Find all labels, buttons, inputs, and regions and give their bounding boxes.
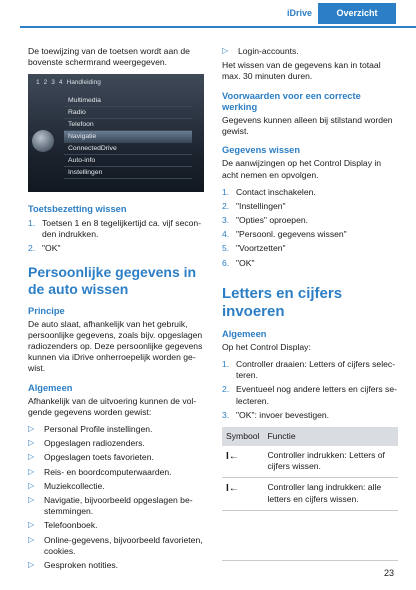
voorwaarden-text: Gegevens kunnen alleen bij stilstand worden gewist. <box>222 114 393 136</box>
letters-heading: Letters en cijfers invoeren <box>222 284 343 320</box>
step-item: 3. "Opties" oproepen. <box>222 215 309 226</box>
algemeen2-heading: Algemeen <box>222 328 267 339</box>
menu-item: Auto-info <box>64 155 192 167</box>
algemeen-list <box>28 424 204 571</box>
menu-item-selected: Navigatie <box>64 131 192 143</box>
gegevens-wissen-steps <box>222 187 398 269</box>
algemeen-text: Afhankelijk van de uitvoering kunnen de volgende gegevens worden gewist: <box>28 395 197 417</box>
step-item: 3. "OK": invoer bevestigen. <box>222 409 330 420</box>
screenshot-topbar: 1 2 3 4 Handleiding <box>36 79 101 87</box>
principe-heading: Principe <box>28 305 65 316</box>
controller-knob-icon <box>32 130 54 152</box>
toetsbezetting-heading: Toetsbezetting wissen <box>28 204 127 215</box>
list-item: ▷ Personal Profile instellingen. <box>28 424 153 435</box>
login-list <box>222 46 398 57</box>
menu-item: Multimedia <box>64 95 192 107</box>
left-column <box>28 46 204 577</box>
toetsbezetting-steps <box>28 218 204 255</box>
algemeen2-steps <box>222 359 398 421</box>
step-item: 2. Eventueel nog andere letters en cijfers selecteren. <box>222 384 397 406</box>
menu-item: Telefoon <box>64 119 192 131</box>
voorwaarden-heading: Voorwaarden voor een correcte werking <box>222 90 361 112</box>
idrive-screenshot <box>28 74 204 192</box>
table-row <box>222 446 398 478</box>
list-item: ▷ Reis- en boordcomputerwaarden. <box>28 466 172 477</box>
footer-rule <box>222 560 398 561</box>
list-item: ▷ Opgeslagen toets favorieten. <box>28 452 154 463</box>
persoonlijk-heading: Persoonlijke gegevens in de auto wissen <box>28 264 197 297</box>
header-rule <box>20 26 416 28</box>
gegevens-wissen-text: De aanwijzingen op het Control Display in acht nemen en opvolgen. <box>222 158 382 180</box>
step-item: 5. "Voortzetten" <box>222 243 286 254</box>
right-column <box>222 46 398 511</box>
step-item: 1. Toetsen 1 en 8 tegelijkertijd ca. vijf seconden indrukken. <box>28 217 202 239</box>
menu-item: Instellingen <box>64 167 192 179</box>
step-item: 4. "Persoonl. gegevens wissen" <box>222 229 347 240</box>
gegevens-wissen-heading: Gegevens wissen <box>222 145 301 156</box>
step-item: 1. Contact inschakelen. <box>222 186 316 197</box>
step-item: 6. "OK" <box>222 257 255 268</box>
list-item: ▷ Telefoonboek. <box>28 520 98 531</box>
symbol-table <box>222 427 398 511</box>
col-symbool: Symbool <box>222 427 263 446</box>
screenshot-menu <box>64 95 192 179</box>
list-item: ▷ Navigatie, bijvoorbeeld opgeslagen bestemmingen. <box>28 494 193 517</box>
wissen-duration-text: Het wissen van de gegevens kan in totaal max. 30 minuten duren. <box>222 60 381 82</box>
list-item: ▷ Login-accounts. <box>222 46 299 56</box>
list-item: ▷ Online-gegevens, bijvoorbeeld favorieten, cookies. <box>28 534 203 556</box>
menu-item: Radio <box>64 107 192 119</box>
menu-item: ConnectedDrive <box>64 143 192 155</box>
table-cell: Controller indrukken: Letters of cijfers wissen. <box>263 446 398 478</box>
principe-text: De auto slaat, afhankelijk van het gebruik, persoonlijke gegevens, zoals bijv. opgeslagen radiozenders op. Deze persoonlijke gegevens kunnen via iDrive onherroepelijk worden gewist. <box>28 318 203 374</box>
step-item: 1. Controller draaien: Letters of cijfers selecteren. <box>222 359 396 381</box>
backspace-icon: I← <box>222 446 263 478</box>
page-header <box>0 0 416 30</box>
table-row <box>222 478 398 510</box>
header-tab-idrive[interactable]: iDrive <box>286 8 312 18</box>
backspace-icon: I← <box>222 478 263 510</box>
algemeen-heading: Algemeen <box>28 382 73 393</box>
algemeen2-text: Op het Control Display: <box>222 341 311 352</box>
col-functie: Functie <box>263 427 398 446</box>
step-item: 2. "Instellingen" <box>222 200 286 211</box>
step-item: 2. "OK" <box>28 242 61 253</box>
list-item: ▷ Opgeslagen radiozenders. <box>28 438 145 449</box>
header-tab-overzicht[interactable]: Overzicht <box>318 3 396 24</box>
intro-text: De toewijzing van de toetsen wordt aan de bovenste schermrand weergegeven. <box>28 46 190 68</box>
list-item: ▷ Muziekcollectie. <box>28 480 105 491</box>
table-cell: Controller lang indrukken: alle letters en cijfers wissen. <box>263 478 398 510</box>
page-number: 23 <box>383 568 394 578</box>
list-item: ▷ Gesproken notities. <box>28 559 119 570</box>
